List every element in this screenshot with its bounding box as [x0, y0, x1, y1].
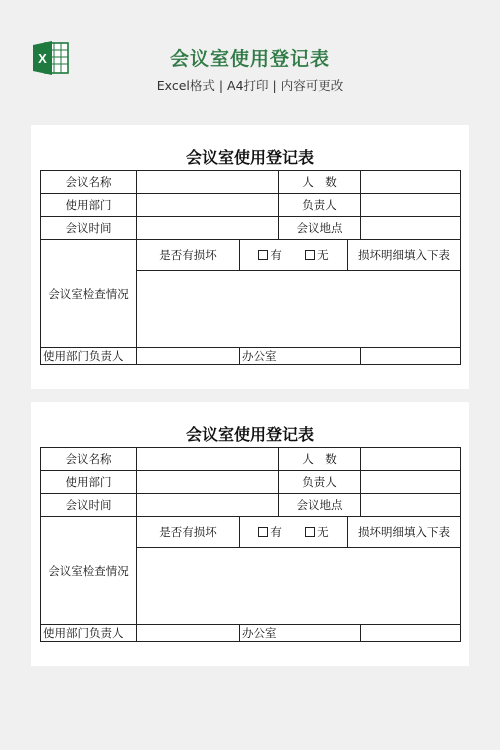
- person-in-charge-label: 负责人: [279, 471, 361, 494]
- damage-no-option[interactable]: [305, 525, 329, 539]
- damage-yes-option[interactable]: [258, 525, 282, 539]
- department-input[interactable]: [137, 194, 279, 217]
- office-signature[interactable]: [361, 625, 461, 642]
- people-count-input[interactable]: [361, 448, 461, 471]
- checkbox-icon[interactable]: [258, 527, 268, 537]
- registration-table: [40, 170, 461, 365]
- checkbox-icon[interactable]: [305, 250, 315, 260]
- form-card-2: [31, 402, 469, 666]
- person-in-charge-input[interactable]: [361, 471, 461, 494]
- damage-no-label: 无: [317, 525, 329, 539]
- damage-detail-area[interactable]: [137, 271, 461, 348]
- inspection-label: 会议室检查情况: [41, 240, 137, 348]
- form-card-1: [31, 125, 469, 389]
- person-in-charge-input[interactable]: [361, 194, 461, 217]
- meeting-location-label: 会议地点: [279, 494, 361, 517]
- people-count-input[interactable]: [361, 171, 461, 194]
- meeting-time-input[interactable]: [137, 217, 279, 240]
- dept-head-label: 使用部门负责人: [41, 625, 137, 642]
- dept-head-signature[interactable]: [137, 348, 240, 365]
- checkbox-icon[interactable]: [305, 527, 315, 537]
- page-title: 会议室使用登记表: [169, 48, 330, 70]
- people-count-label: 人 数: [279, 171, 361, 194]
- meeting-location-label: 会议地点: [279, 217, 361, 240]
- meeting-time-label: 会议时间: [41, 494, 137, 517]
- damage-question-label: 是否有损坏: [137, 517, 240, 548]
- damage-detail-label: 损坏明细填入下表: [348, 517, 461, 548]
- meeting-name-input[interactable]: [137, 448, 279, 471]
- damage-yes-option[interactable]: [258, 248, 282, 262]
- meeting-name-input[interactable]: [137, 171, 279, 194]
- damage-yes-label: 有: [270, 525, 282, 539]
- department-label: 使用部门: [41, 471, 137, 494]
- meeting-location-input[interactable]: [361, 494, 461, 517]
- damage-options: [240, 517, 348, 548]
- office-label: 办公室: [240, 348, 361, 365]
- damage-question-label: 是否有损坏: [137, 240, 240, 271]
- page-subtitle: Excel格式 | A4打印 | 内容可更改: [156, 78, 344, 93]
- inspection-label: 会议室检查情况: [41, 517, 137, 625]
- checkbox-icon[interactable]: [258, 250, 268, 260]
- damage-yes-label: 有: [270, 248, 282, 262]
- dept-head-signature[interactable]: [137, 625, 240, 642]
- damage-no-option[interactable]: [305, 248, 329, 262]
- meeting-name-label: 会议名称: [41, 448, 137, 471]
- registration-table: [40, 447, 461, 642]
- page-header: [0, 0, 500, 110]
- meeting-time-label: 会议时间: [41, 217, 137, 240]
- person-in-charge-label: 负责人: [279, 194, 361, 217]
- damage-detail-area[interactable]: [137, 548, 461, 625]
- meeting-location-input[interactable]: [361, 217, 461, 240]
- department-input[interactable]: [137, 471, 279, 494]
- damage-no-label: 无: [317, 248, 329, 262]
- meeting-name-label: 会议名称: [41, 171, 137, 194]
- dept-head-label: 使用部门负责人: [41, 348, 137, 365]
- damage-detail-label: 损坏明细填入下表: [348, 240, 461, 271]
- form-title: 会议室使用登记表: [185, 148, 314, 167]
- meeting-time-input[interactable]: [137, 494, 279, 517]
- people-count-label: 人 数: [279, 448, 361, 471]
- damage-options: [240, 240, 348, 271]
- office-label: 办公室: [240, 625, 361, 642]
- form-title: 会议室使用登记表: [185, 425, 314, 444]
- excel-icon-letter: X: [38, 51, 47, 66]
- office-signature[interactable]: [361, 348, 461, 365]
- department-label: 使用部门: [41, 194, 137, 217]
